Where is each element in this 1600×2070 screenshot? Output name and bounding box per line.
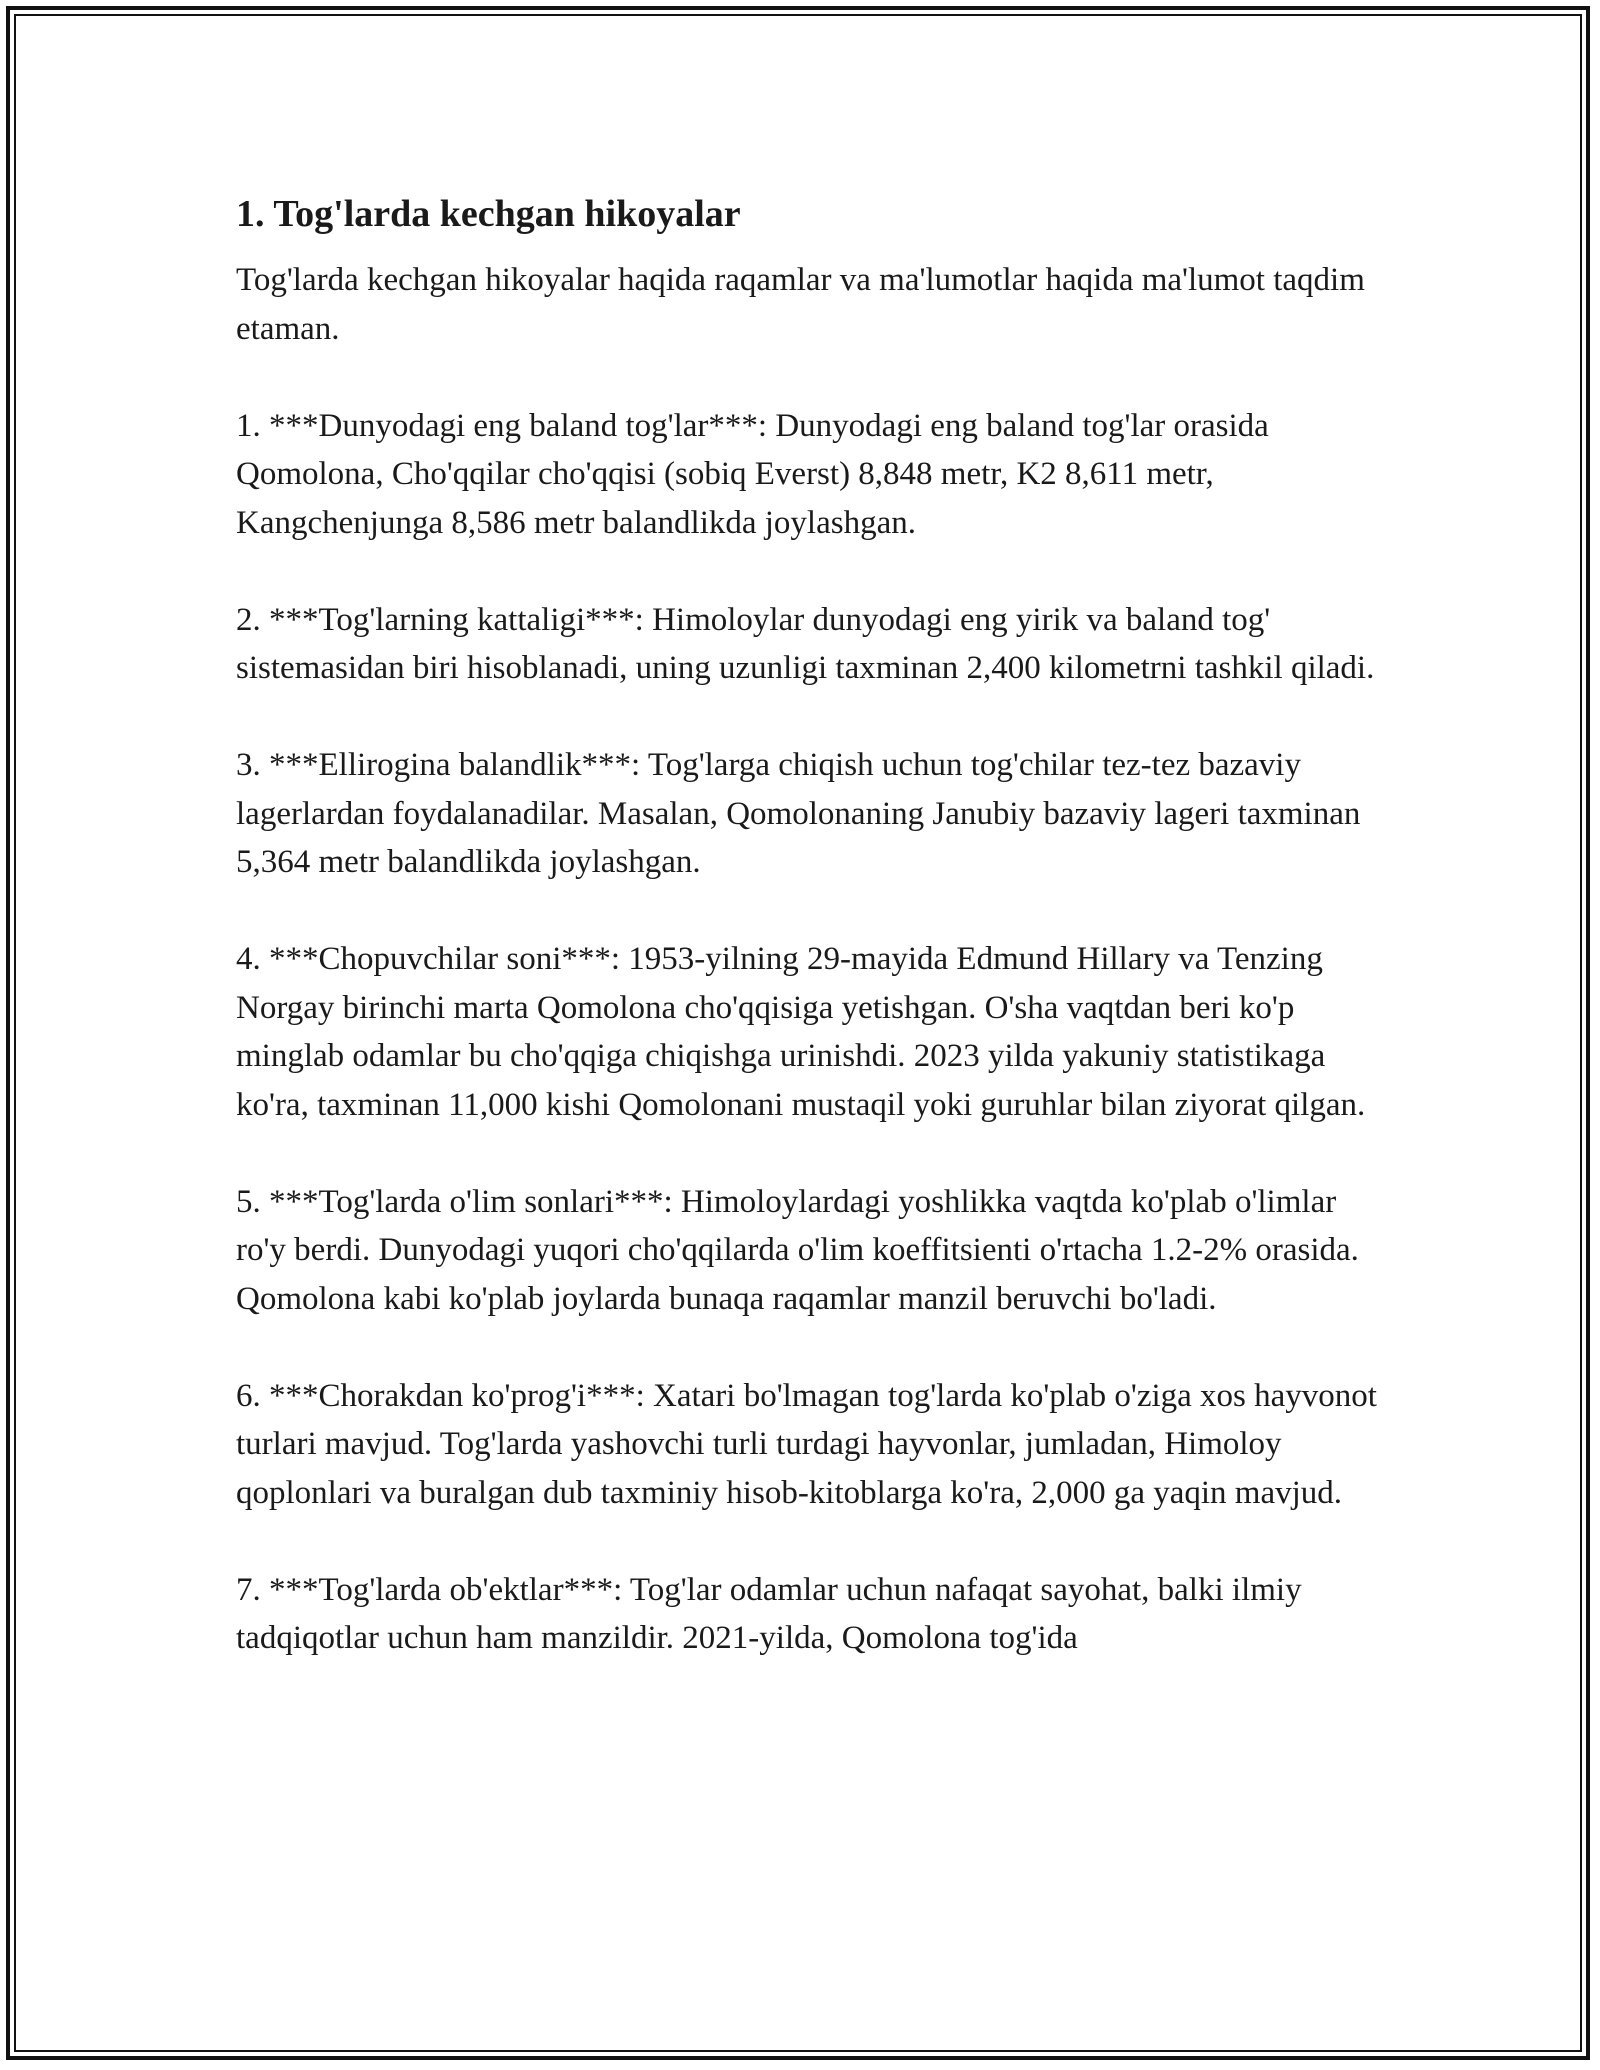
list-item: 1. ***Dunyodagi eng baland tog'lar***: Dunyodagi eng baland tog'lar orasida Qomolona, Cho'qqilar cho'qqisi (sobiq Everst) 8,848 metr, K2 8,611 metr, Kangchenjunga 8,586 metr balandlikda joylashgan.: [236, 407, 1269, 541]
page-title: 1. Tog'larda kechgan hikoyalar: [236, 193, 741, 235]
list-item: 4. ***Chopuvchilar soni***: 1953-yilning 29-mayida Edmund Hillary va Tenzing Norgay birinchi marta Qomolona cho'qqisiga yetishgan. O'sha vaqtdan beri ko'p minglab odamlar bu cho'qqiga chiqishga urinishdi. 2023 yilda yakuniy statistikaga ko'ra, taxminan 11,000 kishi Qomolonani mustaqil yoki guruhlar bilan ziyorat qilgan.: [236, 941, 1366, 1123]
list-item: 2. ***Tog'larning kattaligi***: Himoloylar dunyodagi eng yirik va baland tog' sistemasidan biri hisoblanadi, uning uzunligi taxminan 2,400 kilometrni tashkil qiladi.: [236, 601, 1375, 686]
intro-paragraph: Tog'larda kechgan hikoyalar haqida raqamlar va ma'lumotlar haqida ma'lumot taqdim etaman.: [236, 262, 1365, 347]
list-item: 7. ***Tog'larda ob'ektlar***: Tog'lar odamlar uchun nafaqat sayohat, balki ilmiy tadqiqotlar uchun ham manzildir. 2021-yilda, Qomolona tog'ida: [236, 1571, 1302, 1656]
list-item: 5. ***Tog'larda o'lim sonlari***: Himoloylardagi yoshlikka vaqtda ko'plab o'limlar ro'y berdi. Dunyodagi yuqori cho'qqilarda o'lim koeffitsienti o'rtacha 1.2-2% orasida. Qomolona kabi ko'plab joylarda bunaqa raqamlar manzil beruvchi bo'ladi.: [236, 1183, 1359, 1317]
list-item: 6. ***Chorakdan ko'prog'i***: Xatari bo'lmagan tog'larda ko'plab o'ziga xos hayvonot turlari mavjud. Tog'larda yashovchi turli turdagi hayvonlar, jumladan, Himoloy qoplonlari va buralgan dub taxminiy hisob-kitoblarga ko'ra, 2,000 ga yaqin mavjud.: [236, 1377, 1377, 1511]
document-body: [236, 186, 1386, 1711]
list-item: 3. ***Ellirogina balandlik***: Tog'larga chiqish uchun tog'chilar tez-tez bazaviy lagerlardan foydalanadilar. Masalan, Qomolonaning Janubiy bazaviy lageri taxminan 5,364 metr balandlikda joylashgan.: [236, 747, 1361, 880]
